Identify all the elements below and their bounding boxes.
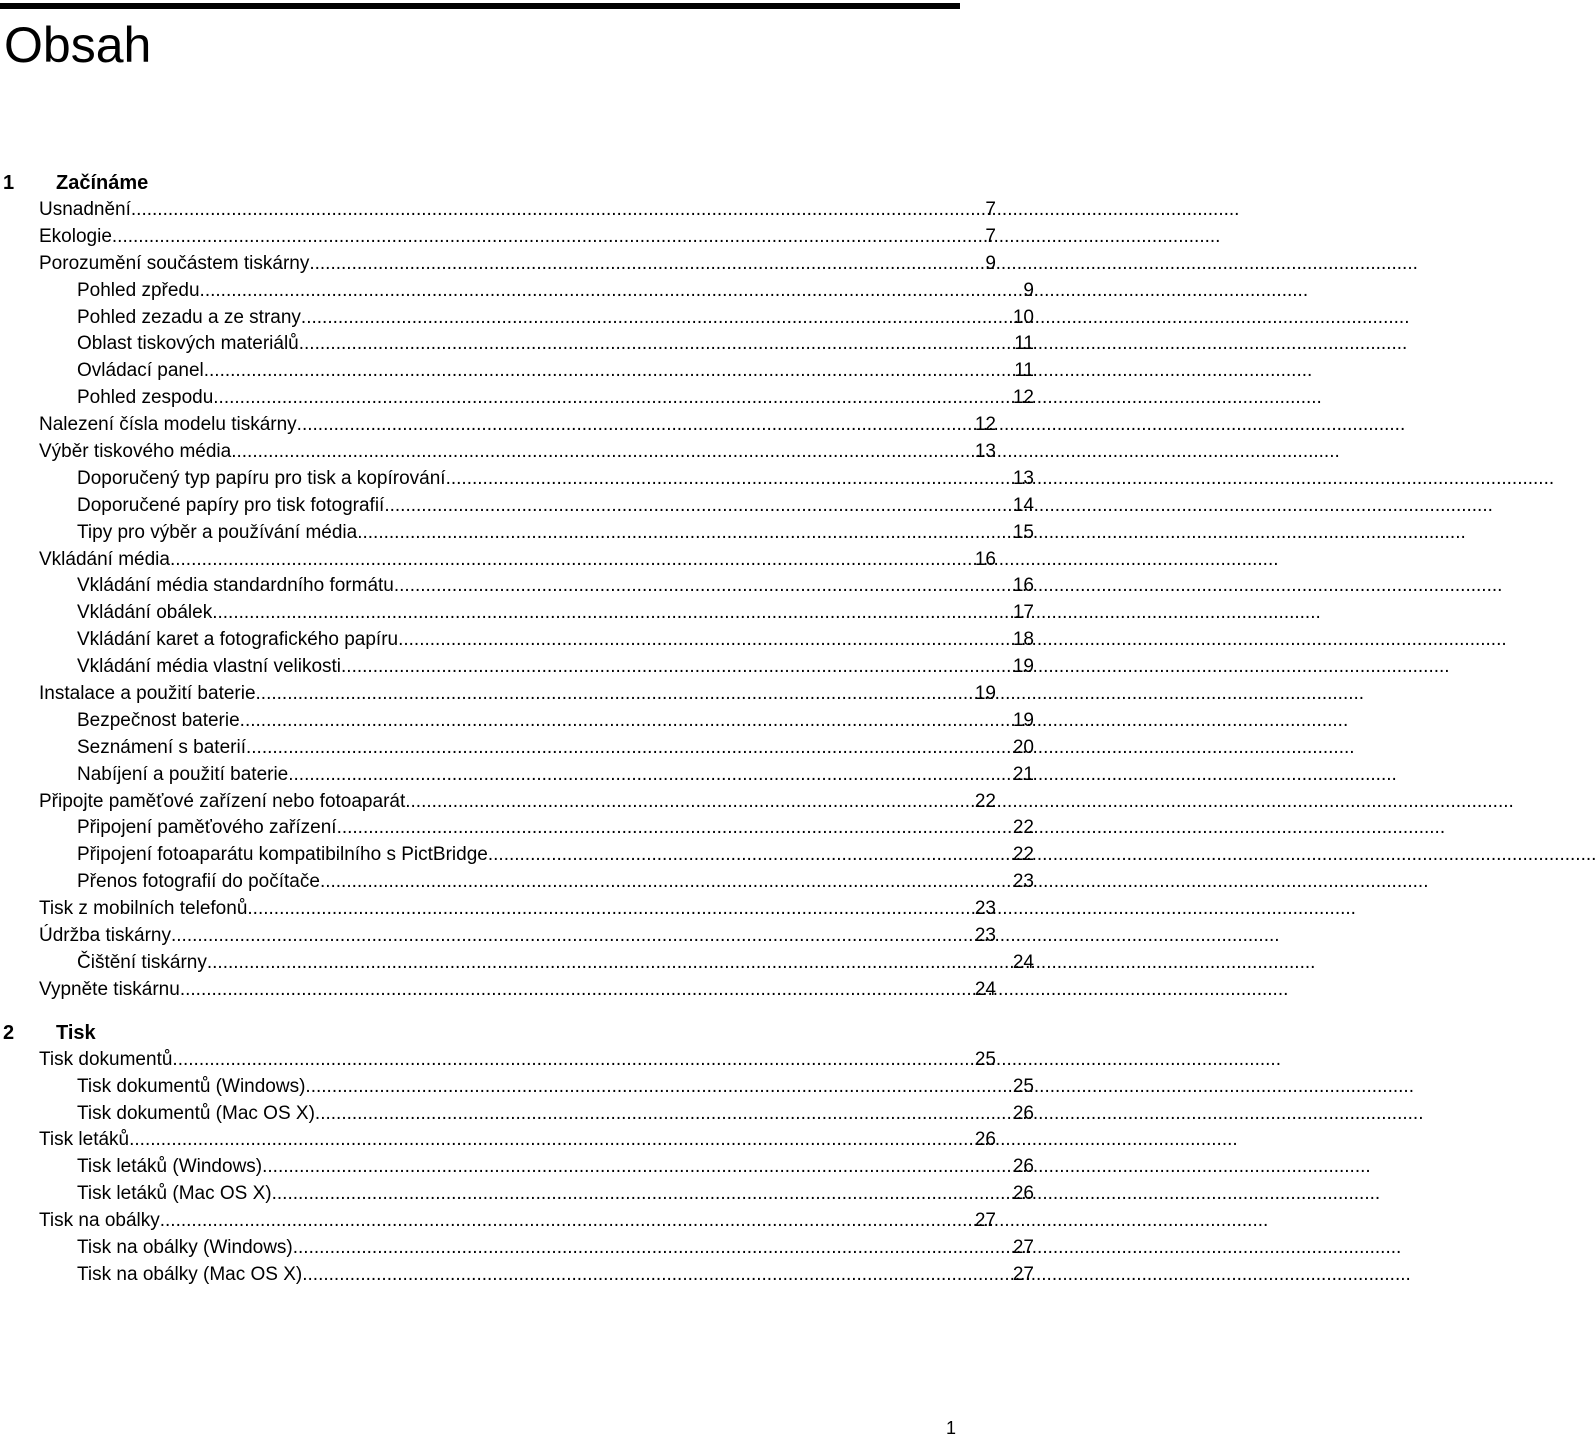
toc-entry-title: Přenos fotografií do počítače (77, 871, 320, 893)
toc-entry-title: Tisk dokumentů (Windows) (77, 1075, 306, 1097)
dot-leader (488, 842, 1006, 869)
toc-entry[interactable] (0, 1235, 1037, 1262)
toc-entry-title: Připojení paměťového zařízení (77, 817, 337, 839)
toc-entry[interactable] (0, 197, 999, 224)
toc-entry-page: 26 (1012, 1102, 1034, 1124)
toc-entry[interactable] (0, 1074, 1037, 1101)
toc-entry-page: 13 (974, 441, 996, 463)
dot-leader (288, 762, 1006, 789)
toc-entry[interactable] (0, 466, 1037, 493)
toc-entry-title: Připojení fotoaparátu kompatibilního s PictBridge (77, 844, 488, 866)
toc-entry-title: Výběr tiskového média (39, 441, 232, 463)
toc-entry[interactable] (0, 251, 999, 278)
toc-entry-page: 26 (974, 1129, 996, 1151)
toc-entry-page: 15 (1012, 521, 1034, 543)
toc-entry-page: 24 (974, 978, 996, 1000)
dot-leader (180, 977, 968, 1004)
toc-entry-title: Ovládací panel (77, 360, 204, 382)
toc-entry[interactable] (0, 977, 999, 1004)
page-number: 1 (945, 1418, 956, 1438)
chapter-number: 1 (3, 172, 15, 194)
toc-entry-title: Vkládání média standardního formátu (77, 575, 394, 597)
toc-entry-page: 14 (1012, 494, 1034, 516)
toc-entry[interactable] (0, 412, 999, 439)
dot-leader (398, 627, 1006, 654)
dot-leader (170, 547, 968, 574)
toc-entry[interactable] (0, 439, 999, 466)
dot-leader (302, 1262, 1006, 1289)
toc-entry-page: 18 (1012, 629, 1034, 651)
toc-entry[interactable] (0, 331, 1037, 358)
toc-entry-page: 16 (974, 548, 996, 570)
dot-leader (297, 412, 968, 439)
dot-leader (240, 708, 1006, 735)
toc-entry[interactable] (0, 789, 999, 816)
dot-leader (405, 789, 968, 816)
toc-entry-page: 27 (1012, 1236, 1034, 1258)
dot-leader (171, 923, 968, 950)
toc-entry[interactable] (0, 1262, 1037, 1289)
toc-entry-title: Nabíjení a použití baterie (77, 763, 289, 785)
dot-leader (337, 815, 1006, 842)
toc-entry-page: 26 (1012, 1183, 1034, 1205)
dot-leader (200, 278, 1006, 305)
toc-entry-page: 9 (1023, 279, 1034, 301)
dot-leader (213, 385, 1006, 412)
toc-entry-page: 19 (974, 683, 996, 705)
toc-entry-title: Tisk letáků (Windows) (77, 1156, 263, 1178)
dot-leader (112, 224, 968, 251)
toc-entry-title: Seznámení s baterií (77, 736, 246, 758)
top-rule (0, 3, 960, 9)
toc-entry[interactable] (0, 385, 1037, 412)
toc-entry-title: Tisk na obálky (39, 1210, 160, 1232)
toc-entry-page: 9 (985, 252, 996, 274)
toc-entry-page: 12 (974, 414, 996, 436)
toc-entry[interactable] (0, 842, 1037, 869)
toc-entry-title: Vkládání média vlastní velikosti (77, 656, 342, 678)
toc-entry[interactable] (0, 708, 1037, 735)
toc-entry[interactable] (0, 493, 1037, 520)
toc-entry-page: 23 (974, 898, 996, 920)
toc-entry[interactable] (0, 654, 1037, 681)
toc-entry[interactable] (0, 1181, 1037, 1208)
toc-entry-page: 25 (1012, 1075, 1034, 1097)
toc-entry-title: Pohled zezadu a ze strany (77, 306, 301, 328)
toc-entry-page: 27 (974, 1210, 996, 1232)
toc-entry-page: 26 (1012, 1156, 1034, 1178)
toc-entry-title: Vkládání obálek (77, 602, 213, 624)
toc-entry-page: 10 (1012, 306, 1034, 328)
toc-entry-title: Usnadnění (39, 199, 131, 220)
toc-entry[interactable] (0, 278, 1037, 305)
toc-entry-title: Nalezení čísla modelu tiskárny (39, 414, 297, 436)
toc-entry-title: Doporučený typ papíru pro tisk a kopírování (77, 467, 446, 489)
toc-entry-page: 19 (1012, 656, 1034, 678)
toc-entry[interactable] (0, 573, 1037, 600)
toc-entry-page: 24 (1012, 951, 1034, 973)
toc-entry-title: Tisk dokumentů (Mac OS X) (77, 1102, 315, 1124)
dot-leader (204, 358, 1006, 385)
toc-entry[interactable] (0, 547, 999, 574)
toc-entry-title: Pohled zpředu (77, 279, 200, 301)
toc-entry-title: Vypněte tiskárnu (39, 978, 180, 1000)
toc-entry-page: 22 (974, 790, 996, 812)
toc-entry-title: Tisk letáků (39, 1129, 130, 1151)
toc-entry-title: Doporučené papíry pro tisk fotografií (77, 494, 385, 516)
dot-leader (272, 1181, 1006, 1208)
chapter-title: Tisk (56, 1021, 96, 1044)
toc-entry[interactable] (0, 815, 1037, 842)
dot-leader (309, 251, 968, 278)
toc-entry-page: 12 (1012, 387, 1034, 409)
dot-leader (384, 493, 1006, 520)
toc-entry-title: Tipy pro výběr a používání média (77, 521, 358, 543)
toc-entry-page: 17 (1012, 602, 1034, 624)
toc-entry-page: 23 (974, 925, 996, 947)
toc-entry[interactable] (0, 1101, 1037, 1128)
toc-entry-page: 20 (1012, 736, 1034, 758)
toc-entry-page: 7 (985, 225, 996, 247)
dot-leader (301, 305, 1006, 332)
toc-entry-page: 11 (1014, 360, 1034, 382)
dot-leader (315, 1101, 1006, 1128)
dot-leader (172, 1047, 968, 1074)
toc-entry-title: Pohled zespodu (77, 387, 214, 409)
toc-entry-title: Připojte paměťové zařízení nebo fotoaparát (39, 790, 406, 812)
dot-leader (357, 520, 1006, 547)
toc-entry[interactable] (0, 627, 1037, 654)
dot-leader (207, 950, 1006, 977)
toc-entry[interactable] (0, 1208, 999, 1235)
dot-leader (299, 331, 1006, 358)
dot-leader (256, 681, 968, 708)
toc-entry[interactable] (0, 1127, 999, 1154)
toc-entry-title: Vkládání karet a fotografického papíru (77, 629, 399, 651)
toc-entry[interactable] (0, 762, 1037, 789)
dot-leader (394, 573, 1006, 600)
toc-entry-title: Čištění tiskárny (77, 951, 207, 973)
dot-leader (231, 439, 968, 466)
chapter-heading[interactable] (0, 1020, 960, 1047)
dot-leader (160, 1208, 968, 1235)
toc-entry[interactable] (0, 520, 1037, 547)
toc-entry[interactable] (0, 869, 1037, 896)
toc-entry-title: Bezpečnost baterie (77, 709, 240, 731)
toc-entry[interactable] (0, 358, 1037, 385)
toc-entry-page: 22 (1012, 817, 1034, 839)
toc-entry-title: Instalace a použití baterie (39, 683, 256, 705)
dot-leader (212, 600, 1006, 627)
page-title: Obsah (4, 17, 152, 73)
toc-entry-page: 21 (1012, 763, 1034, 785)
toc-entry-page: 7 (985, 199, 996, 220)
toc-entry-page: 22 (1012, 844, 1034, 866)
toc-entry-title: Oblast tiskových materiálů (77, 333, 299, 355)
toc-entry[interactable] (0, 600, 1037, 627)
toc-entry[interactable] (0, 735, 1037, 762)
toc-entry-title: Ekologie (39, 225, 112, 247)
dot-leader (341, 654, 1006, 681)
toc-entry-page: 25 (974, 1048, 996, 1070)
toc-entry[interactable] (0, 1154, 1037, 1181)
table-of-contents (0, 170, 1034, 1289)
toc-entry[interactable] (0, 923, 999, 950)
dot-leader (247, 896, 968, 923)
dot-leader (246, 735, 1006, 762)
toc-entry-title: Vkládání média (39, 548, 170, 570)
toc-entry-page: 27 (1012, 1263, 1034, 1285)
toc-entry[interactable] (0, 950, 1037, 977)
toc-entry-page: 23 (1012, 871, 1034, 893)
toc-entry[interactable] (0, 224, 999, 251)
toc-entry-title: Porozumění součástem tiskárny (39, 252, 310, 274)
toc-entry[interactable] (0, 681, 999, 708)
toc-entry-title: Tisk dokumentů (39, 1048, 173, 1070)
toc-entry-title: Tisk z mobilních telefonů (39, 898, 248, 920)
dot-leader (446, 466, 1006, 493)
chapter-heading[interactable] (0, 170, 960, 197)
toc-entry[interactable] (0, 1047, 999, 1074)
dot-leader (320, 869, 1006, 896)
dot-leader (129, 1127, 968, 1154)
toc-entry-title: Tisk na obálky (Windows) (77, 1236, 293, 1258)
chapter-number: 2 (3, 1021, 15, 1044)
toc-entry-page: 11 (1014, 333, 1034, 355)
toc-entry-page: 19 (1012, 709, 1034, 731)
toc-entry-page: 13 (1012, 467, 1034, 489)
toc-entry-page: 16 (1012, 575, 1034, 597)
toc-entry[interactable] (0, 305, 1037, 332)
toc-entry-title: Tisk na obálky (Mac OS X) (77, 1263, 303, 1285)
dot-leader (305, 1074, 1006, 1101)
toc-entry[interactable] (0, 896, 999, 923)
chapter-title: Začínáme (56, 172, 149, 194)
toc-entry-title: Údržba tiskárny (39, 925, 171, 947)
toc-entry-title: Tisk letáků (Mac OS X) (77, 1183, 272, 1205)
dot-leader (293, 1235, 1006, 1262)
dot-leader (131, 197, 968, 224)
dot-leader (262, 1154, 1006, 1181)
